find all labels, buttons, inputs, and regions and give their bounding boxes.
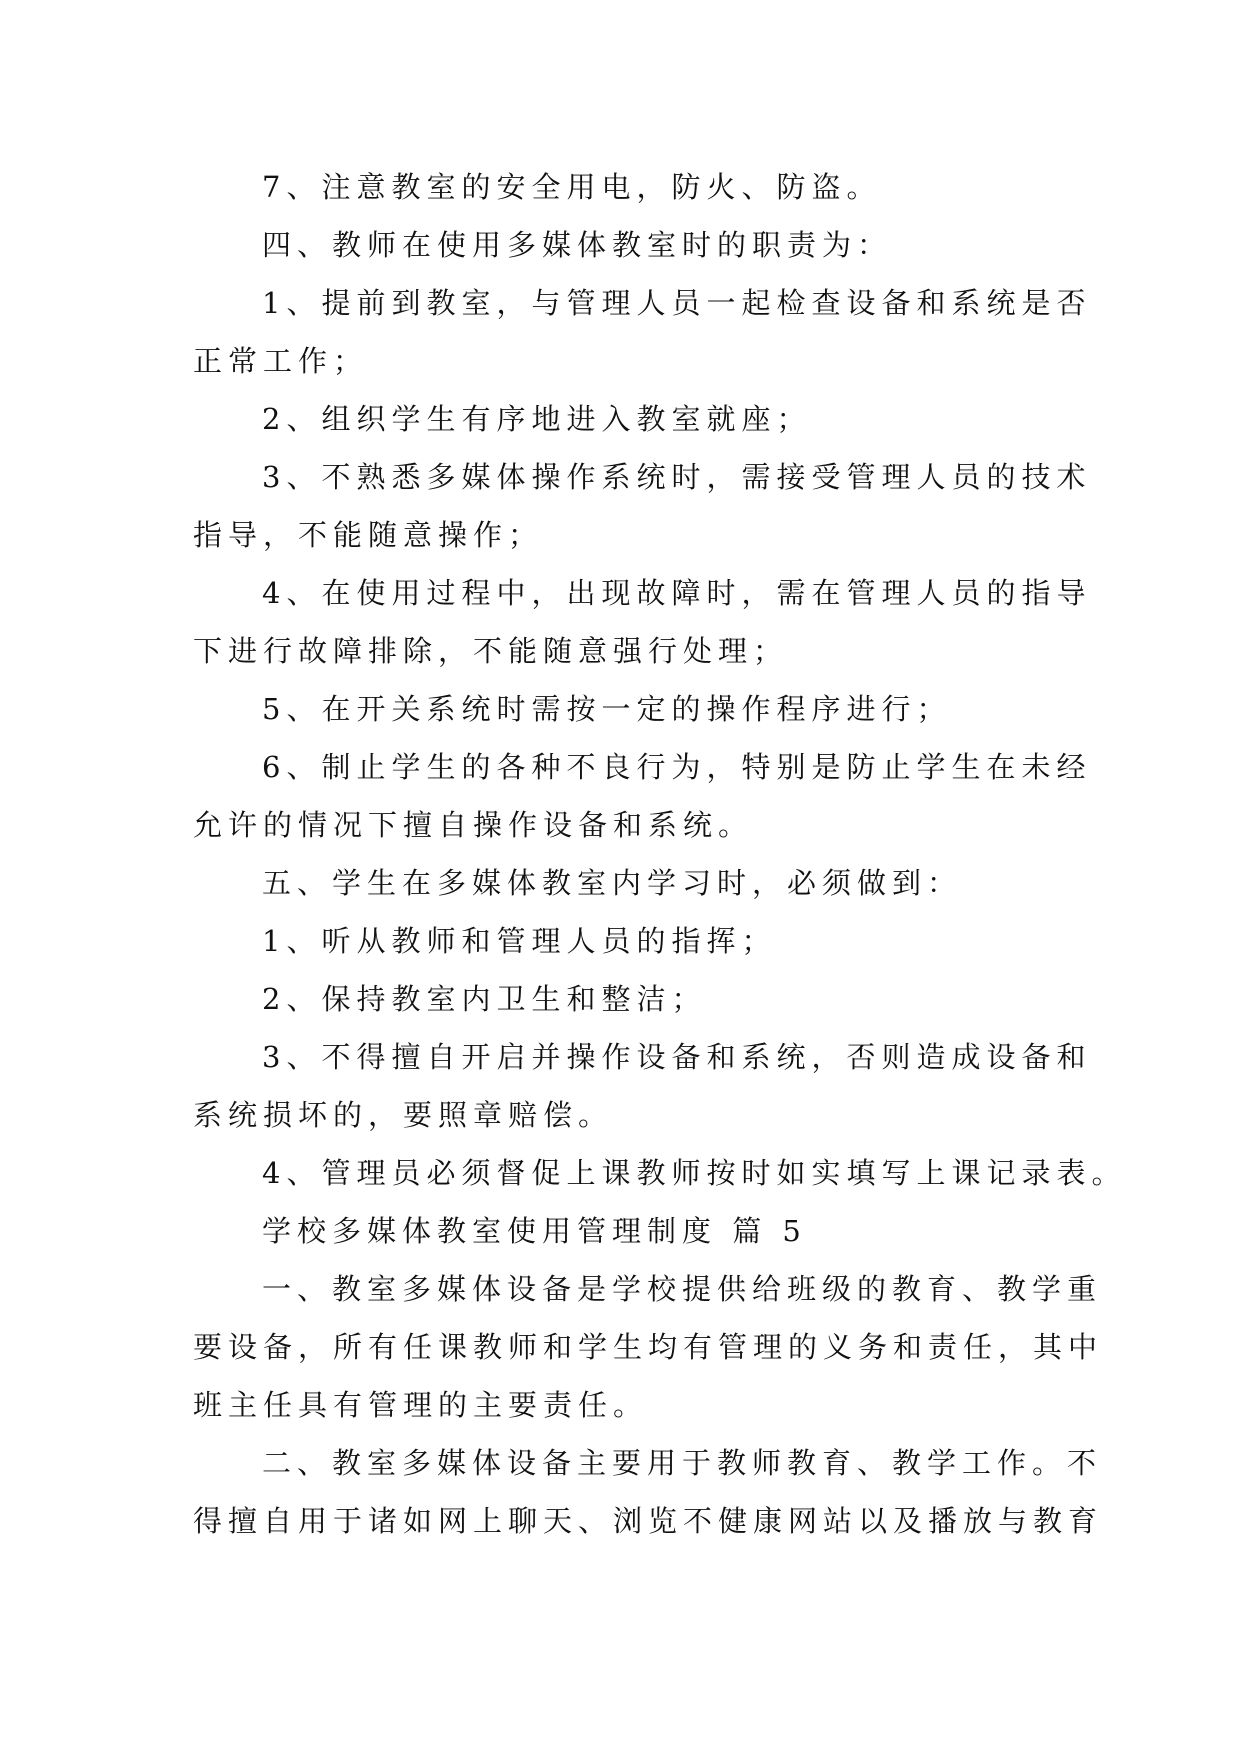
text-line: 6、制止学生的各种不良行为，特别是防止学生在未经 bbox=[262, 750, 1092, 784]
section-heading: 学校多媒体教室使用管理制度 篇 5 bbox=[262, 1214, 807, 1248]
text-line: 五、学生在多媒体教室内学习时，必须做到： bbox=[262, 866, 963, 900]
text-line: 3、不熟悉多媒体操作系统时，需接受管理人员的技术 bbox=[262, 460, 1092, 494]
text-line: 5、在开关系统时需按一定的操作程序进行； bbox=[262, 692, 952, 726]
text-line: 1、提前到教室，与管理人员一起检查设备和系统是否 bbox=[262, 286, 1092, 320]
text-line: 正常工作； bbox=[193, 344, 369, 378]
text-line: 四、教师在使用多媒体教室时的职责为： bbox=[262, 228, 893, 262]
text-line: 一、教室多媒体设备是学校提供给班级的教育、教学重 bbox=[262, 1272, 1103, 1306]
text-line: 下进行故障排除，不能随意强行处理； bbox=[193, 634, 789, 668]
text-line: 2、组织学生有序地进入教室就座； bbox=[262, 402, 812, 436]
text-line: 指导，不能随意操作； bbox=[193, 518, 544, 552]
text-line: 4、管理员必须督促上课教师按时如实填写上课记录表。 bbox=[262, 1156, 1127, 1190]
text-line: 允许的情况下擅自操作设备和系统。 bbox=[193, 808, 754, 842]
text-line: 得擅自用于诸如网上聊天、浏览不健康网站以及播放与教育 bbox=[193, 1504, 1104, 1538]
text-line: 班主任具有管理的主要责任。 bbox=[193, 1388, 649, 1422]
text-line: 7、注意教室的安全用电，防火、防盗。 bbox=[262, 170, 882, 204]
text-line: 3、不得擅自开启并操作设备和系统，否则造成设备和 bbox=[262, 1040, 1092, 1074]
text-line: 二、教室多媒体设备主要用于教师教育、教学工作。不 bbox=[262, 1446, 1103, 1480]
text-line: 4、在使用过程中，出现故障时，需在管理人员的指导 bbox=[262, 576, 1092, 610]
text-line: 系统损坏的，要照章赔偿。 bbox=[193, 1098, 614, 1132]
text-line: 2、保持教室内卫生和整洁； bbox=[262, 982, 707, 1016]
text-line: 1、听从教师和管理人员的指挥； bbox=[262, 924, 777, 958]
text-line: 要设备，所有任课教师和学生均有管理的义务和责任，其中 bbox=[193, 1330, 1104, 1364]
